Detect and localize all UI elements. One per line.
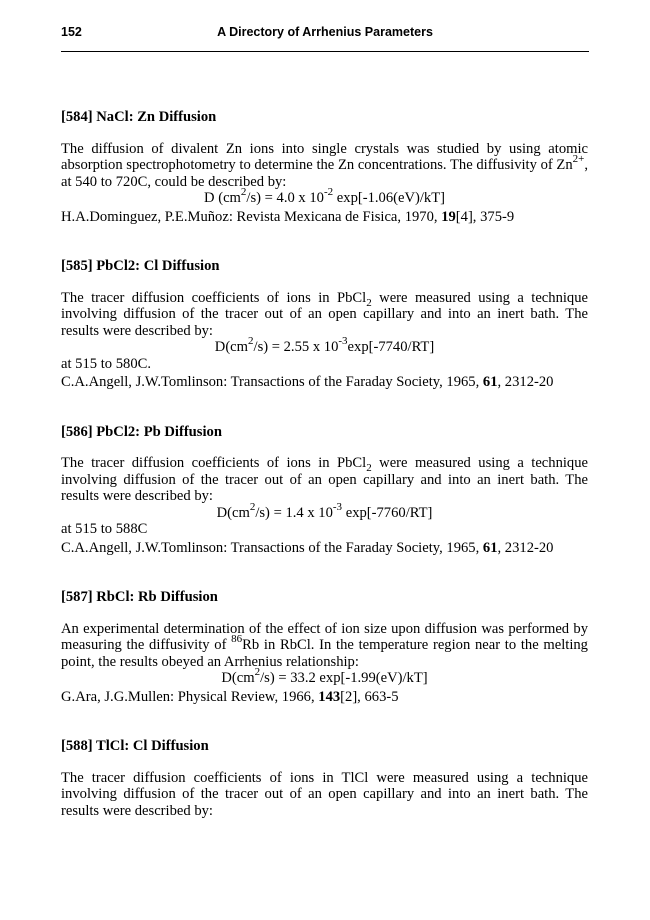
- entry-title: [584] NaCl: Zn Diffusion: [61, 109, 217, 125]
- entry-title: [586] PbCl2: Pb Diffusion: [61, 423, 222, 440]
- entry-587: [61, 589, 588, 705]
- citation: C.A.Angell, J.W.Tomlinson: Transactions of the Faraday Society, 1965, 61, 2312-20: [61, 374, 554, 390]
- entry-description: The tracer diffusion coefficients of ions in PbCl$_2$ were measured using a technique involving diffusion of the tracer out of an open capillary and into an inert bath. The results were described by:: [61, 289, 588, 339]
- entry-description: The diffusion of divalent Zn ions into single crystals was studied by using atomic absorption spectrophotometry to determine the Zn concentrations. The diffusivity of $Zn^{2+}$, at 540 to 720C, could be described by:: [61, 140, 588, 190]
- temperature-range: at 515 to 580C.: [61, 355, 151, 372]
- entry-description: An experimental determination of the effect of ion size upon diffusion was performed by measuring the diffusivity of $^{86}$Rb in RbCl. In the temperature region near to the melting point, the results obeyed an Arrhenius relationship:: [61, 620, 588, 670]
- arrhenius-formula: $D(cm^2/s) = 1.4$ x $10^{-3}$ exp[-7760/RT]: [216, 500, 433, 521]
- temperature-range: at 515 to 588C: [61, 521, 148, 537]
- page-number: 152: [61, 25, 82, 39]
- entry-588: [61, 738, 588, 819]
- entry-title: [588] TlCl: Cl Diffusion: [61, 738, 209, 754]
- page-body: [61, 109, 588, 852]
- entry-description: The tracer diffusion coefficients of ions in PbCl$_2$ were measured using a technique involving diffusion of the tracer out of an open capillary and into an inert bath. The results were described by:: [61, 455, 588, 504]
- entry-584: [61, 109, 588, 225]
- arrhenius-formula: D $(cm^2/s) = 4.0$ x $10^{-2}$ exp[-1.06(eV)/kT]: [204, 186, 445, 206]
- page-header: [61, 23, 589, 52]
- entry-title: [585] PbCl2: Cl Diffusion: [61, 258, 220, 274]
- arrhenius-formula: $D(cm^2/s) = 2.55$ x $10^{-3}\exp[-7740/RT]$: [214, 335, 435, 355]
- entry-description: The tracer diffusion coefficients of ions in TlCl were measured using a technique involving diffusion of the tracer out of an open capillary and into an inert bath. The results were described by:: [61, 769, 588, 819]
- citation: C.A.Angell, J.W.Tomlinson: Transactions of the Faraday Society, 1965, 61, 2312-20: [61, 539, 554, 556]
- entry-title: [587] RbCl: Rb Diffusion: [61, 589, 218, 605]
- entry-586: [61, 424, 588, 557]
- arrhenius-formula: $D(cm^2/s) = 33.2$ exp[-1.99(eV)/kT]: [221, 666, 428, 686]
- entry-585: [61, 258, 588, 391]
- running-title: A Directory of Arrhenius Parameters: [217, 25, 433, 39]
- citation: H.A.Dominguez, P.E.Muñoz: Revista Mexicana de Fisica, 1970, 19[4], 375-9: [61, 208, 515, 225]
- citation: G.Ara, J.G.Mullen: Physical Review, 1966, 143[2], 663-5: [61, 688, 399, 705]
